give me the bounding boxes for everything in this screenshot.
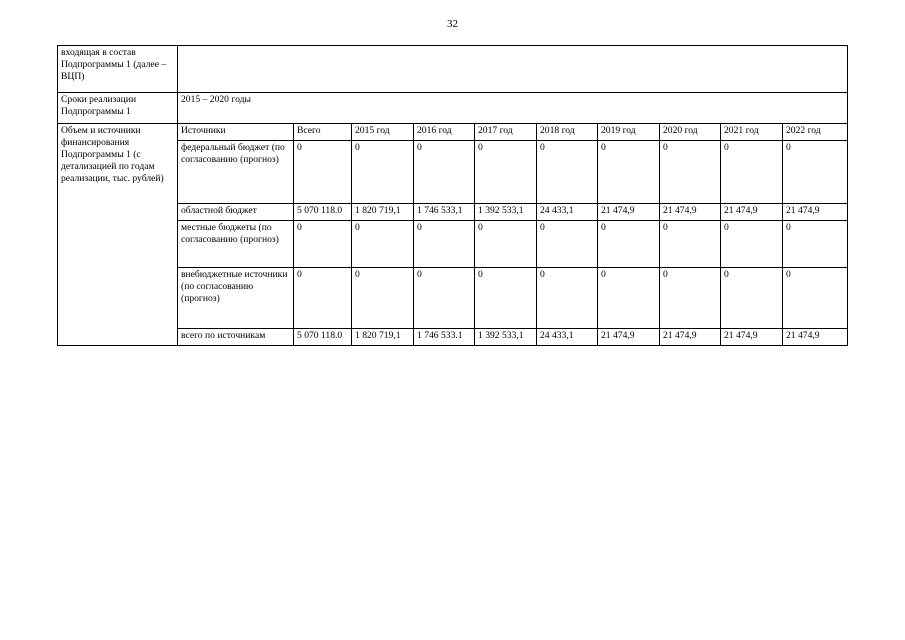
header-total: Всего [294, 124, 352, 141]
value-cell: 0 [352, 141, 414, 204]
source-regional: областной бюджет [178, 204, 294, 221]
value-cell: 0 [721, 268, 783, 329]
composition-value [178, 46, 848, 93]
source-federal: федеральный бюджет (по согласованию (прогноз) [178, 141, 294, 204]
page-number: 32 [447, 18, 458, 30]
value-cell: 0 [598, 221, 660, 268]
value-cell: 0 [537, 141, 598, 204]
value-cell: 0 [783, 221, 848, 268]
value-cell: 24 433,1 [537, 204, 598, 221]
value-cell: 0 [475, 268, 537, 329]
value-cell: 21 474,9 [721, 204, 783, 221]
header-2018: 2018 год [537, 124, 598, 141]
value-cell: 21 474,9 [660, 204, 721, 221]
financing-label: Объем и источники финансирования Подпрограммы 1 (с детализацией по годам реализации, тыс. рублей) [58, 124, 178, 346]
value-cell: 1 820 719,1 [352, 204, 414, 221]
value-cell: 24 433,1 [537, 329, 598, 346]
financing-header-row [58, 124, 848, 141]
value-cell: 5 070 118.0 [294, 329, 352, 346]
header-sources: Источники [178, 124, 294, 141]
value-cell: 0 [352, 221, 414, 268]
value-cell: 0 [294, 268, 352, 329]
value-cell: 0 [783, 141, 848, 204]
value-cell: 0 [660, 141, 721, 204]
value-cell: 0 [721, 141, 783, 204]
source-total: всего по источникам [178, 329, 294, 346]
value-cell: 21 474,9 [783, 329, 848, 346]
value-cell: 0 [721, 221, 783, 268]
header-2015: 2015 год [352, 124, 414, 141]
header-2016: 2016 год [414, 124, 475, 141]
value-cell: 0 [598, 268, 660, 329]
value-cell: 1 746 533,1 [414, 204, 475, 221]
program-passport-table [57, 45, 848, 346]
value-cell: 0 [475, 221, 537, 268]
header-2019: 2019 год [598, 124, 660, 141]
value-cell: 1 392 533,1 [475, 204, 537, 221]
value-cell: 21 474,9 [598, 204, 660, 221]
header-2017: 2017 год [475, 124, 537, 141]
value-cell: 0 [475, 141, 537, 204]
value-cell: 1 746 533.1 [414, 329, 475, 346]
value-cell: 21 474,9 [721, 329, 783, 346]
value-cell: 0 [660, 268, 721, 329]
value-cell: 0 [414, 141, 475, 204]
value-cell: 0 [537, 268, 598, 329]
source-local: местные бюджеты (по согласованию (прогноз) [178, 221, 294, 268]
value-cell: 0 [783, 268, 848, 329]
value-cell: 0 [414, 268, 475, 329]
value-cell: 0 [660, 221, 721, 268]
value-cell: 1 392 533,1 [475, 329, 537, 346]
header-2020: 2020 год [660, 124, 721, 141]
value-cell: 0 [294, 221, 352, 268]
value-cell: 5 070 118.0 [294, 204, 352, 221]
period-label: Сроки реализации Подпрограммы 1 [58, 93, 178, 124]
value-cell: 21 474,9 [783, 204, 848, 221]
value-cell: 21 474,9 [660, 329, 721, 346]
period-value: 2015 – 2020 годы [178, 93, 848, 124]
table-row-period [58, 93, 848, 124]
value-cell: 0 [414, 221, 475, 268]
value-cell: 0 [537, 221, 598, 268]
value-cell: 0 [294, 141, 352, 204]
source-extrabudgetary: внебюджетные источники (по согласованию (прогноз) [178, 268, 294, 329]
header-2022: 2022 год [783, 124, 848, 141]
value-cell: 0 [352, 268, 414, 329]
value-cell: 0 [598, 141, 660, 204]
value-cell: 1 820 719,1 [352, 329, 414, 346]
table-row-composition [58, 46, 848, 93]
composition-label: входящая в состав Подпрограммы 1 (далее – ВЦП) [58, 46, 178, 93]
header-2021: 2021 год [721, 124, 783, 141]
value-cell: 21 474,9 [598, 329, 660, 346]
